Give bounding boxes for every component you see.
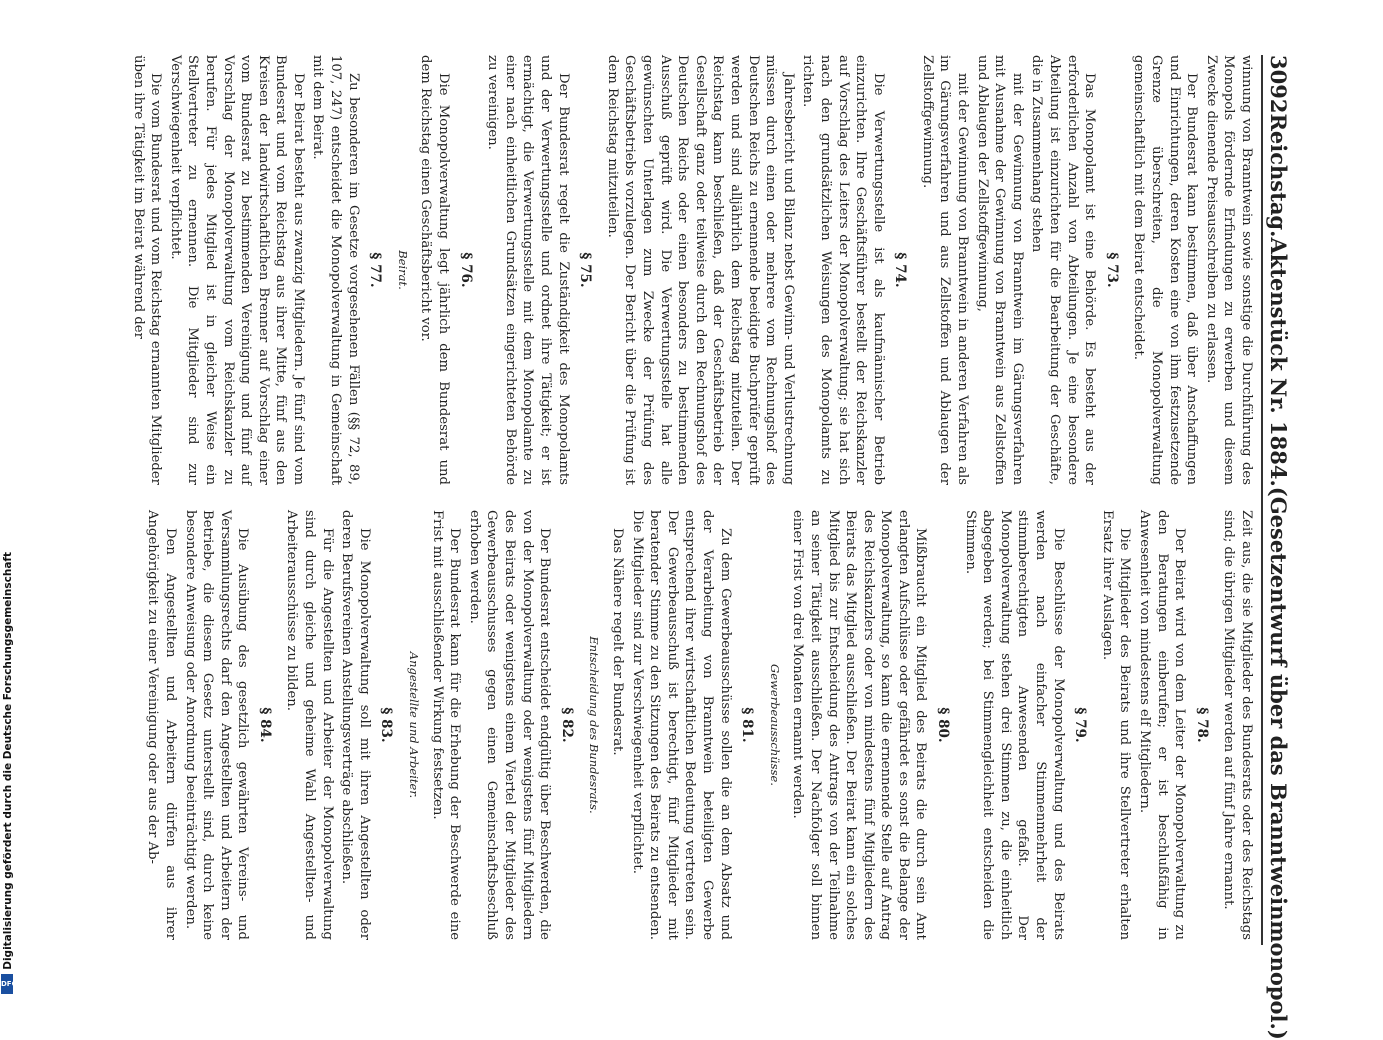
paragraph: mit der Gewinnung von Branntwein in anderen Verfahren als im Gärungsverfahren und aus Zellstoffen und Ablaugen der Zellstoffgewinnung. — [919, 55, 971, 485]
page-header — [1266, 55, 1291, 1040]
paragraph: Der Bundesrat kann bestimmen, daß über Anschaffungen und Einrichtungen, deren Kosten eine von ihm festzusetzende Grenze überschreiten, die Monopolverwaltung gemeinschaftlich mit dem Beirat entscheidet. — [1131, 55, 1200, 485]
paragraph: Die Verwertungsstelle ist als kaufmännischer Betrieb einzurichten. Ihre Geschäftsführer bestellt der Reichskanzler auf Vorschlag des Leiters der Monopolverwaltung; sie hat sich nach den grundsätzlichen Weisungen des Monopolamts zu richten. — [800, 55, 886, 485]
paragraph: Der Beirat besteht aus zwanzig Mitgliedern. Je fünf sind vom Bundesrat und vom Reichstag aus ihrer Mitte, fünf aus den Kreisen der landwirtschaftlichen Brenner auf Vorschlag einer vom Bundesrat zu bestimmenden Vereinigung und fünf auf Vorschlag der Monopolverwaltung vom Reichskanzler zu berufen. Für jedes Mitglied ist in gleicher Weise ein Stellvertreter zu ernennen. Die Mitglieder sind zur Verschwiegenheit verpflichtet. — [167, 55, 306, 485]
section-heading: § 84. — [256, 707, 273, 743]
section-heading: § 79. — [1072, 707, 1089, 743]
header-left-title: Reichstag. — [1266, 113, 1291, 238]
paragraph: mit der Gewinnung von Branntwein im Gärungsverfahren mit Ausnahme der Gewinnung von Branntwein aus Zellstoffen und Ablaugen der Zellstoffgewinnung, — [974, 55, 1025, 485]
page-number: 3092 — [1266, 55, 1291, 114]
paragraph: Die Monopolverwaltung legt jährlich dem Bundesrat und dem Reichstag einen Geschäftsbericht vor. — [418, 55, 452, 485]
paragraph: Den Angestellten und Arbeitern dürfen aus ihrer Angehörigkeit zu einer Vereinigung oder aus der Ab- — [145, 510, 178, 940]
header-rule — [1261, 55, 1263, 945]
paragraph: Für die Angestellten und Arbeiter der Monopolverwaltung sind durch gleiche und geheime Wahl Angestellten- und Arbeiterausschüsse zu bilden. — [284, 510, 335, 940]
subheading: Entscheidung des Bundesrats. — [587, 636, 602, 814]
paragraph: Das Monopolamt ist eine Behörde. Es besteht aus der erforderlichen Anzahl von Abteilungen. Je eine besondere Abteilung ist einzurichten für die Bearbeitung der Geschäfte, die in Zusammenhang stehen — [1029, 55, 1098, 485]
subheading: Angestellte und Arbeiter. — [407, 651, 422, 799]
paragraph: Die vom Bundesrat und vom Reichstag ernannten Mitglieder üben ihre Tätigkeit im Beirat während der — [130, 55, 164, 485]
right-column — [142, 510, 1255, 940]
paragraph: Das Nähere regelt der Bundesrat. — [610, 528, 625, 756]
section-heading: § 83. — [378, 707, 395, 743]
subheading: Beirat. — [395, 250, 410, 290]
section-heading: § 74. — [892, 252, 909, 288]
section-heading: § 81. — [739, 707, 756, 743]
paragraph: Die Monopolverwaltung soll mit ihren Angestellten oder deren Berufsvereinen Anstellungsverträge abschließen. — [339, 510, 372, 940]
section-heading: § 73. — [1103, 252, 1120, 288]
section-heading: § 75. — [577, 252, 594, 288]
left-column — [127, 55, 1255, 485]
paragraph: Der Bundesrat regelt die Zuständigkeit des Monopolamts und der Verwertungsstelle und ordnet ihre Tätigkeit; er ist ermächtigt, die Verwertungsstelle mit dem Monopolamte zu einer nach einheitlichen Grundsätzen eingerichteten Behörde zu vereinigen. — [485, 55, 571, 485]
paragraph: Der Beirat wird von dem Leiter der Monopolverwaltung zu den Beratungen einberufen; er ist beschlußfähig in Anwesenheit von mindestens elf Mitgliedern. — [1137, 510, 1188, 940]
paragraph: Mißbraucht ein Mitglied des Beirats die durch sein Amt erlangten Aufschlüsse oder gefährdet es sonst die Belange der Monopolverwaltung, so kann die ernennende Stelle auf Antrag des Reichskanzlers oder von mindestens fünf Mitgliedern des Beirats das Mitglied ausschließen. Der Beirat kann ein solches Mitglied bis zur Entscheidung des Antrags von der Teilnahme an seiner Tätigkeit ausschließen. Der Nachfolger soll binnen einer Frist von drei Monaten ernannt werden. — [790, 510, 929, 940]
paragraph: Die Mitglieder des Beirats und ihre Stellvertreter erhalten Ersatz ihrer Auslagen. — [1099, 510, 1133, 940]
section-heading: § 78. — [1193, 707, 1210, 743]
header-right-title: (Gesetzentwurf über das Branntweinmonopol.) — [1266, 486, 1291, 1040]
paragraph: Die Beschlüsse der Monopolverwaltung und des Beirats werden nach einfacher Stimmenmehrheit der stimmberechtigten Anwesenden gefaßt. Der Monopolverwaltung stehen drei Stimmen zu, die einheitlich abgegeben werden; bei Stimmengleichheit entscheiden die Stimmen. — [962, 510, 1066, 940]
paragraph: Zu dem Gewerbeausschüsse sollen die an dem Absatz und der Verarbeitung von Branntwein beteiligten Gewerbe entsprechend ihrer wirtschaftlichen Bedeutung vertreten sein. Der Gewerbeausschuß ist berechtigt, fünf Mitglieder mit beratender Stimme zu den Sitzungen des Beirats zu entsenden. Die Mitglieder sind zur Verschwiegenheit verpflichtet. — [629, 510, 733, 940]
paragraph: Der Bundesrat kann für die Erhebung der Beschwerde eine Frist mit ausschließender Wirkung festsetzen. — [429, 510, 463, 940]
paragraph: Zeit aus, die sie Mitglieder des Bundesrats oder des Reichstags sind; die übrigen Mitglieder werden auf fünf Jahre ernannt. — [1221, 510, 1254, 940]
section-heading: § 77. — [367, 252, 384, 288]
section-heading: § 80. — [935, 707, 952, 743]
section-heading: § 76. — [457, 252, 474, 288]
paragraph: Die Ausübung des gesetzlich gewährten Vereins- und Versammlungsrechts darf den Angestellten und Arbeitern der Betriebe, die diesem Gesetz unterstellt sind, durch keine besondere Anweisung oder Anordnung beeinträchtigt werden. — [182, 510, 251, 940]
subheading: Gewerbeausschüsse. — [767, 664, 782, 786]
dfg-logo: DFG — [1, 974, 13, 994]
paragraph: Der Bundesrat entscheidet endgültig über Beschwerden, die von der Monopolverwaltung oder wenigstens fünf Mitgliedern des Beirats oder wenigstens einem Viertel der Mitglieder des Gewerbeausschusses gegen einen Gemeinschaftsbeschluß erhoben werden. — [466, 510, 553, 940]
header-center-title: Aktenstück Nr. 1884. — [1266, 237, 1291, 487]
paragraph: Jahresbericht und Bilanz nebst Gewinn- und Verlustrechnung müssen durch einen oder mehrere vom Rechnungshof des Deutschen Reichs zu ernennende beeidigte Buchprüfer geprüft werden und sind alljährlich dem Reichstag mitzuteilen. Der Reichstag kann beschließen, daß der Geschäftsbetrieb der Gesellschaft ganz oder teilweise durch den Rechnungshof des Deutschen Reichs oder einen besonders zu bestimmenden Ausschuß geprüft wird. Die Verwertungsstelle hat alle gewünschten Unterlagen zum Zwecke der Prüfung des Geschäftsbetriebs vorzulegen. Der Bericht über die Prüfung ist dem Reichstag mitzuteilen. — [604, 55, 796, 485]
digitization-credit: Digitalisierung gefördert durch die Deutsche Forschungsgemeinschaft — [2, 552, 14, 970]
paragraph: Zu besonderen im Gesetze vorgesehenen Fällen (§§ 72, 89, 107, 247) entscheidet die Monopolverwaltung in Gemeinschaft mit dem Beirat. — [310, 55, 361, 485]
paragraph: winnung von Branntwein sowie sonstige die Durchführung des Monopols fördernde Erfindungen zu erwerben und diesem Zwecke dienende Preisausschreiben zu erlassen. — [1203, 55, 1254, 485]
section-heading: § 82. — [558, 707, 575, 743]
